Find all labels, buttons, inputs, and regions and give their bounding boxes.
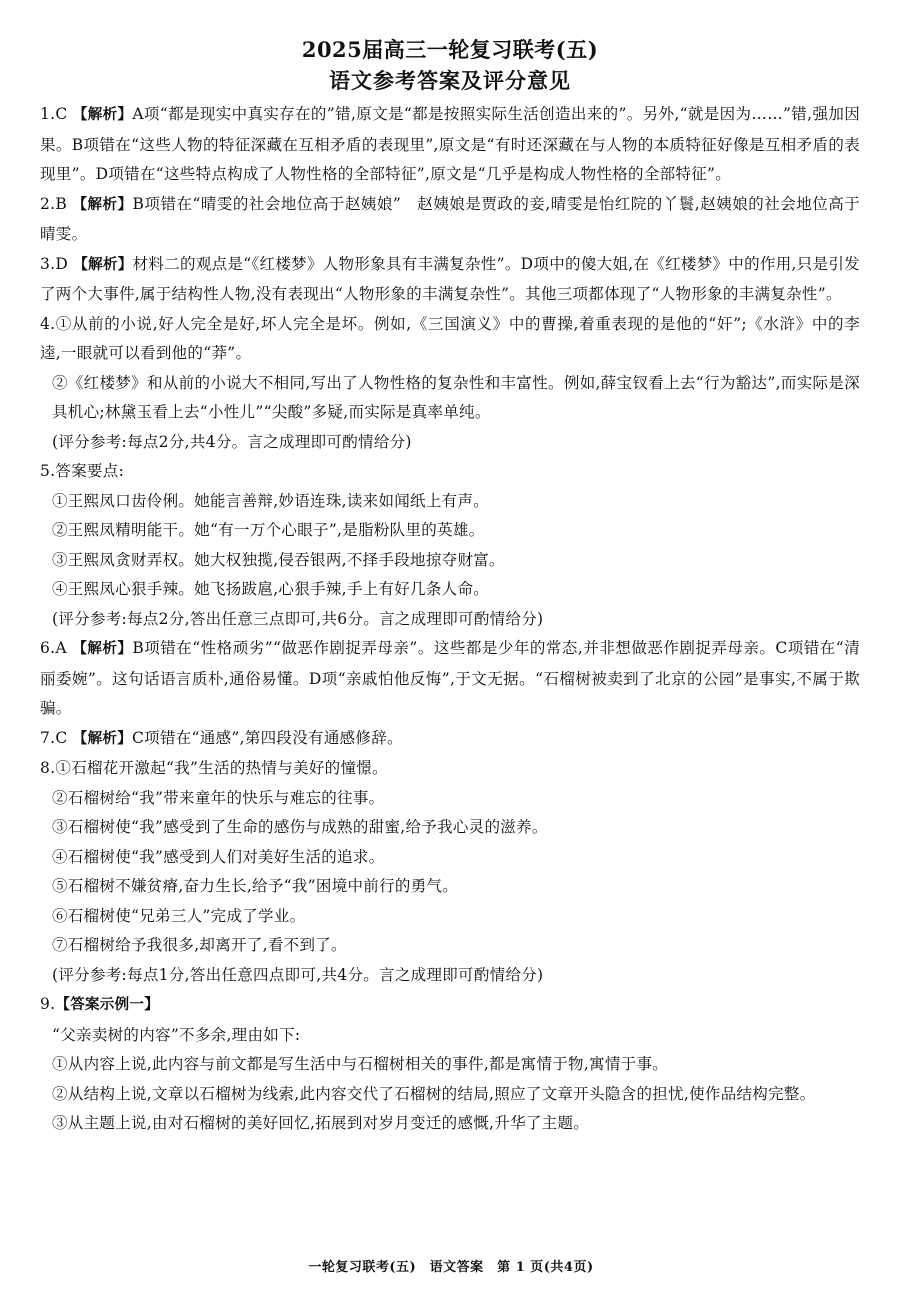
answer-q8-point: ④石榴树使“我”感受到人们对美好生活的追求。 <box>52 847 385 866</box>
answer-q4-point1: 4.①从前的小说,好人完全是好,坏人完全是坏。例如,《三国演义》中的曹操,着重表现的是他的“奸”;《水浒》中的李逵,一眼就可以看到他的“莽”。 <box>40 314 860 362</box>
q7-number: 7.C <box>40 728 68 747</box>
answer-q8-point: ②石榴树给“我”带来童年的快乐与难忘的往事。 <box>52 788 385 807</box>
page-title: 2025届高三一轮复习联考(五) <box>301 37 599 62</box>
answer-q8-point: ⑤石榴树不嫌贫瘠,奋力生长,给予“我”困境中前行的勇气。 <box>52 877 459 895</box>
page-footer: 一轮复习联考(五) 语文答案 第 1 页(共4页) <box>308 1260 594 1275</box>
q9-example-tag: 【答案示例一】 <box>55 997 159 1013</box>
answer-q8-score: (评分参考:每点1分,答出任意四点即可,共4分。言之成理即可酌情给分) <box>52 965 544 984</box>
answer-q8-point: ⑥石榴树使“兄弟三人”完成了学业。 <box>52 906 306 925</box>
answer-q9-point: ③从主题上说,由对石榴树的美好回忆,拓展到对岁月变迁的感慨,升华了主题。 <box>52 1114 590 1132</box>
answer-q6 <box>40 634 860 724</box>
answer-q4-point2: ②《红楼梦》和从前的小说大不相同,写出了人物性格的复杂性和丰富性。例如,薛宝钗看上去“行为豁达”,而实际是深具机心;林黛玉看上去“小性儿”“尖酸”多疑,而实际是真率单纯。 <box>52 373 860 421</box>
answer-q9-intro: “父亲卖树的内容”不多余,理由如下: <box>52 1025 301 1044</box>
answer-q8-point: ⑦石榴树给予我很多,却离开了,看不到了。 <box>52 936 347 954</box>
answer-q5-point: ②王熙凤精明能干。她“有一万个心眼子”,是脂粉队里的英雄。 <box>52 521 485 539</box>
answer-q7 <box>40 724 860 755</box>
answers-body <box>40 100 860 1139</box>
q2-text: B项错在“晴雯的社会地位高于赵姨娘” 赵姨娘是贾政的妾,晴雯是怡红院的丫鬟,赵姨娘的社会地位高于晴雯。 <box>40 194 861 243</box>
answer-q8-point: 8.①石榴花开激起“我”生活的热情与美好的憧憬。 <box>40 759 388 777</box>
q1-number: 1.C <box>40 105 68 123</box>
answer-q8-point: ③石榴树使“我”感受到了生命的感伤与成熟的甜蜜,给予我心灵的滋养。 <box>52 818 548 836</box>
q1-text: A项“都是现实中真实存在的”错,原文是“都是按照实际生活创造出来的”。另外,“就是因为……”错,强加因果。B项错在“这些人物的特征深藏在互相矛盾的表现里”,原文是“有时还深藏在与人物的本质特征好像是互相矛盾的表现里”。D项错在“这些特点构成了人物性格的全部特征”,原文是“几乎是构成人物性格的全部特征”。 <box>40 105 860 183</box>
answer-q5-head: 5.答案要点: <box>40 462 125 480</box>
q1-analysis-tag: 【解析】 <box>72 107 133 123</box>
q7-text: C项错在“通感”,第四段没有通感修辞。 <box>132 728 403 747</box>
answer-q3 <box>40 250 860 310</box>
answer-q5-point: ③王熙凤贪财弄权。她大权独揽,侵吞银两,不择手段地掠夺财富。 <box>52 550 505 569</box>
q3-number: 3.D <box>40 254 69 273</box>
answer-q9-point: ①从内容上说,此内容与前文都是写生活中与石榴树相关的事件,都是寓情于物,寓情于事。 <box>52 1055 669 1073</box>
q3-text: 材料二的观点是“《红楼梦》人物形象具有丰满复杂性”。D项中的傻大姐,在《红楼梦》中的作用,只是引发了两个大事件,属于结构性人物,没有表现出“人物形象的丰满复杂性”。其他三项都体现了“人物形象的丰满复杂性”。 <box>40 254 860 303</box>
answer-q4-score: (评分参考:每点2分,共4分。言之成理即可酌情给分) <box>52 432 412 451</box>
q2-analysis-tag: 【解析】 <box>72 196 133 213</box>
q2-number: 2.B <box>40 194 68 213</box>
q6-text: B项错在“性格顽劣”“做恶作剧捉弄母亲”。这些都是少年的常态,并非想做恶作剧捉弄母亲。C项错在“清丽委婉”。这句话语言质朴,通俗易懂。D项“亲戚怕他反悔”,于文无据。“石榴树被卖到了北京的公园”是事实,不属于欺骗。 <box>40 639 861 717</box>
answer-q5-score: (评分参考:每点2分,答出任意三点即可,共6分。言之成理即可酌情给分) <box>52 609 544 628</box>
answer-q2 <box>40 190 860 250</box>
q7-analysis-tag: 【解析】 <box>72 730 132 747</box>
q3-analysis-tag: 【解析】 <box>73 256 133 273</box>
q9-number: 9. <box>40 995 56 1013</box>
answer-q5-point: ①王熙凤口齿伶俐。她能言善辩,妙语连珠,读来如闻纸上有声。 <box>52 491 490 510</box>
q6-number: 6.A <box>40 639 67 657</box>
page-subtitle: 语文参考答案及评分意见 <box>329 68 571 93</box>
answer-q9-head <box>40 990 860 1021</box>
answer-q9-point: ②从结构上说,文章以石榴树为线索,此内容交代了石榴树的结局,照应了文章开头隐含的担忧,使作品结构完整。 <box>52 1084 816 1103</box>
answer-q1 <box>40 100 860 190</box>
q6-analysis-tag: 【解析】 <box>72 641 133 657</box>
answer-q5-point: ④王熙凤心狠手辣。她飞扬跋扈,心狠手辣,手上有好几条人命。 <box>52 580 490 598</box>
